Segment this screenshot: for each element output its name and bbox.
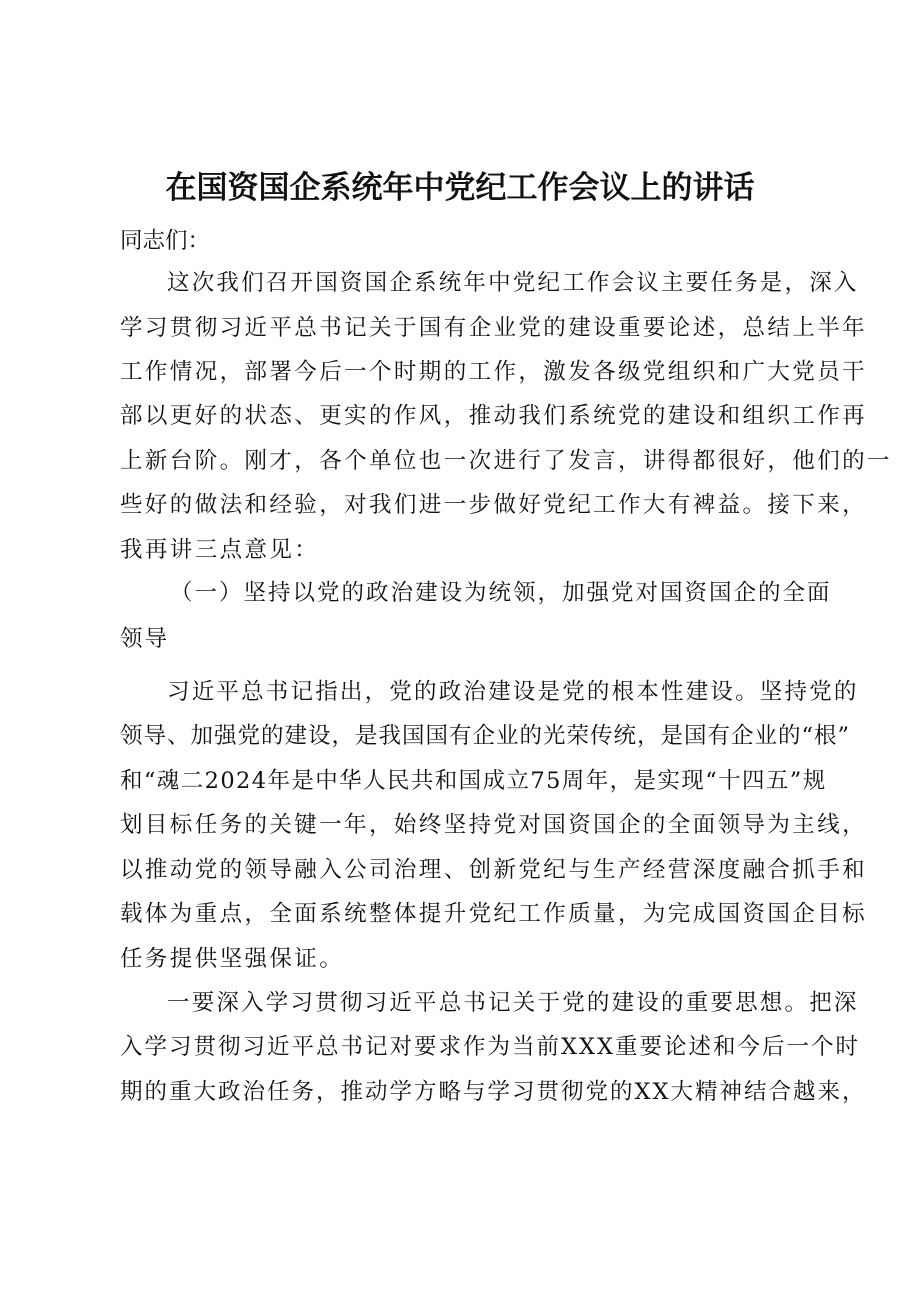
body-line: 领导、加强党的建设，是我国国有企业的光荣传统，是国有企业的“根”	[120, 723, 851, 749]
body-line: 入学习贯彻习近平总书记对要求作为当前XXX重要论述和今后一个时	[120, 1034, 861, 1060]
body-line: 一要深入学习贯彻习近平总书记关于党的建设的重要思想。把深	[167, 990, 859, 1016]
body-line: 这次我们召开国资国企系统年中党纪工作会议主要任务是，深入	[167, 270, 859, 296]
body-line: 和“魂二2024年是中华人民共和国成立75周年，是实现“十四五”规	[120, 768, 827, 794]
body-line: 以推动党的领导融入公司治理、创新党纪与生产经营深度融合抓手和	[120, 857, 868, 883]
body-line: 习近平总书记指出，党的政治建设是党的根本性建设。坚持党的	[167, 679, 859, 705]
body-line: 期的重大政治任务，推动学方略与学习贯彻党的XX大精神结合越来，	[120, 1079, 867, 1105]
body-line: 载体为重点，全面系统整体提升党纪工作质量，为完成国资国企目标	[120, 901, 868, 927]
body-line: 任务提供坚强保证。	[120, 946, 345, 972]
body-line: 我再讲三点意见：	[120, 537, 320, 563]
body-line: 工作情况，部署今后一个时期的工作，激发各级党组织和广大党员干	[120, 359, 868, 385]
greeting: 同志们：	[120, 228, 211, 254]
body-line: 学习贯彻习近平总书记关于国有企业党的建设重要论述，总结上半年	[120, 315, 868, 341]
body-line: 部以更好的状态、更实的作风，推动我们系统党的建设和组织工作再	[120, 403, 868, 429]
body-line: 划目标任务的关键一年，始终坚持党对国资国企的全面领导为主线，	[120, 812, 868, 838]
section-heading: （一）坚持以党的政治建设为统领，加强党对国资国企的全面	[170, 580, 832, 606]
body-line: 些好的做法和经验，对我们进一步做好党纪工作大有裨益。接下来，	[120, 492, 868, 518]
section-heading: 领导	[120, 626, 170, 652]
body-line: 上新台阶。刚才，各个单位也一次进行了发言，讲得都很好，他们的一	[120, 448, 892, 474]
document-title: 在国资国企系统年中党纪工作会议上的讲话	[165, 170, 755, 206]
